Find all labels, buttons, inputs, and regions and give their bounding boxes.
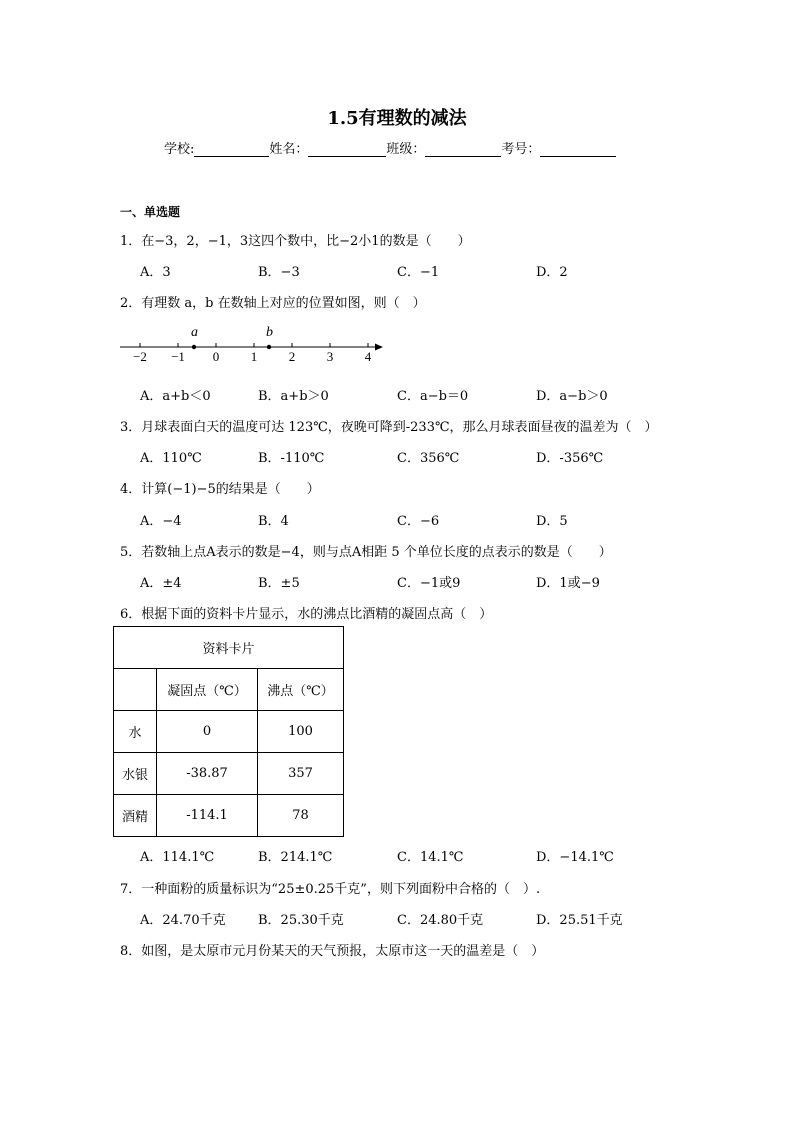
q6-option-b[interactable]: B．214.1℃ (258, 850, 333, 865)
question-7-stem: 7．一种面粉的质量标识为“25±0.25千克”，则下列面粉中合格的（ ）. (120, 882, 541, 897)
q2-option-d[interactable]: D．a−b＞0 (536, 389, 608, 404)
card-row-name: 水银 (114, 753, 157, 795)
q6-option-a[interactable]: A．114.1℃ (140, 850, 215, 865)
tick-label: −1 (171, 349, 185, 364)
card-row-freeze: -114.1 (157, 795, 258, 837)
q2-option-a[interactable]: A．a+b＜0 (140, 389, 211, 404)
tick-label: 4 (364, 349, 372, 364)
number-line-arrow (375, 344, 383, 351)
question-1-stem: 1．在−3，2，−1，3这四个数中，比−2小1的数是（ ） (120, 234, 471, 249)
card-row-name: 水 (114, 711, 157, 753)
q7-option-b[interactable]: B．25.30千克 (258, 913, 344, 928)
question-2-stem: 2．有理数 a，b 在数轴上对应的位置如图，则（ ） (120, 296, 426, 311)
question-3-stem: 3．月球表面白天的温度可达 123℃，夜晚可降到-233℃，那么月球表面昼夜的温差为（ ） (120, 420, 658, 435)
q1-option-d[interactable]: D．2 (536, 265, 568, 280)
q2-option-c[interactable]: C．a−b＝0 (397, 389, 469, 404)
student-info-line (164, 138, 616, 157)
q4-option-d[interactable]: D．5 (536, 514, 568, 529)
q7-option-a[interactable]: A．24.70千克 (140, 913, 226, 928)
name-blank[interactable] (308, 142, 386, 157)
q1-option-c[interactable]: C．−1 (397, 265, 440, 280)
point-b-label: b (266, 325, 273, 340)
question-5-stem: 5．若数轴上点A表示的数是−4，则与点A相距 5 个单位长度的点表示的数是（ ） (120, 545, 612, 560)
q6-option-d[interactable]: D．−14.1℃ (536, 850, 614, 865)
q2-option-b[interactable]: B．a+b＞0 (258, 389, 329, 404)
school-label: 学校: (164, 142, 195, 157)
class-label: 班级： (386, 142, 426, 157)
q1-option-a[interactable]: A．3 (140, 265, 171, 280)
q4-option-b[interactable]: B．4 (258, 514, 289, 529)
card-title: 资料卡片 (114, 627, 344, 669)
tick-label: 2 (288, 349, 296, 364)
tick-label: 1 (250, 349, 258, 364)
school-blank[interactable] (194, 142, 269, 157)
card-header-boil: 沸点（℃） (258, 669, 344, 711)
card-row-boil: 100 (258, 711, 344, 753)
question-8-stem: 8．如图，是太原市元月份某天的天气预报，太原市这一天的温差是（ ） (120, 944, 545, 959)
q4-option-a[interactable]: A．−4 (140, 514, 182, 529)
q4-option-c[interactable]: C．−6 (397, 514, 440, 529)
card-header-freeze: 凝固点（℃） (157, 669, 258, 711)
q7-option-d[interactable]: D．25.51千克 (536, 913, 623, 928)
q3-option-b[interactable]: B．-110℃ (258, 451, 325, 466)
q5-option-a[interactable]: A．±4 (140, 576, 182, 591)
point-a-dot (192, 345, 196, 349)
data-card-table (113, 626, 344, 837)
card-row-boil: 78 (258, 795, 344, 837)
tick-label: 3 (326, 349, 334, 364)
q6-option-c[interactable]: C．14.1℃ (397, 850, 464, 865)
point-b-dot (267, 345, 271, 349)
q3-option-a[interactable]: A．110℃ (140, 451, 202, 466)
number-label: 考号： (501, 142, 541, 157)
question-4-stem: 4．计算(−1)−5的结果是（ ） (120, 482, 320, 497)
number-blank[interactable] (540, 142, 616, 157)
q3-option-c[interactable]: C．356℃ (397, 451, 460, 466)
card-row-name: 酒精 (114, 795, 157, 837)
point-a-label: a (191, 325, 198, 340)
card-row-freeze: 0 (157, 711, 258, 753)
question-6-stem: 6．根据下面的资料卡片显示，水的沸点比酒精的凝固点高（ ） (120, 607, 493, 622)
q5-option-c[interactable]: C．−1或9 (397, 576, 461, 591)
q5-option-b[interactable]: B．±5 (258, 576, 300, 591)
page-title: 1.5有理数的减法 (327, 108, 467, 129)
tick-label: 0 (212, 349, 220, 364)
card-row-freeze: -38.87 (157, 753, 258, 795)
q7-option-c[interactable]: C．24.80千克 (397, 913, 484, 928)
q3-option-d[interactable]: D．-356℃ (536, 451, 604, 466)
card-header-empty (114, 669, 157, 711)
name-label: 姓名： (269, 142, 309, 157)
class-blank[interactable] (425, 142, 501, 157)
q1-option-b[interactable]: B．−3 (258, 265, 300, 280)
q5-option-d[interactable]: D．1或−9 (536, 576, 600, 591)
card-row-boil: 357 (258, 753, 344, 795)
number-line-figure (118, 322, 388, 364)
section-heading: 一、单选题 (120, 205, 181, 219)
tick-label: −2 (133, 349, 147, 364)
